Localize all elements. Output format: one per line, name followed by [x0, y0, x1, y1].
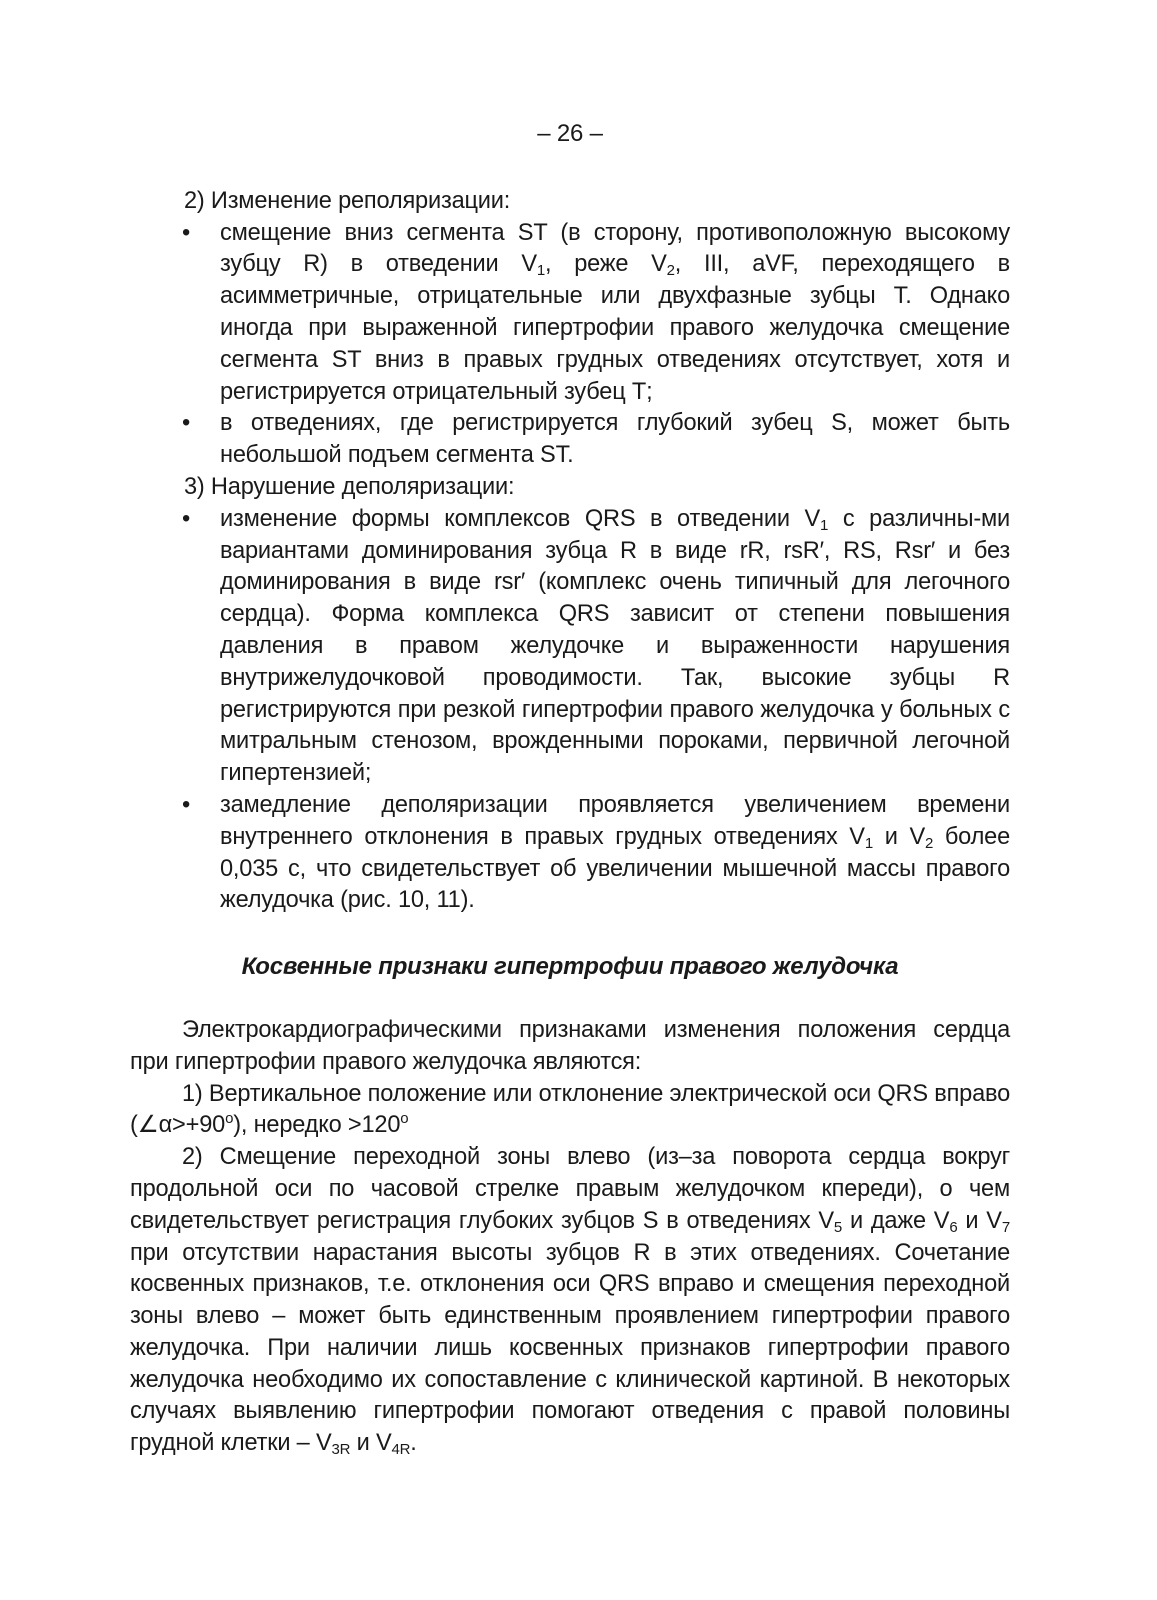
list-item: • изменение формы комплексов QRS в отведении $V_1$ с различны-ми вариантами доминирования зубца R в виде rR, rsR′, RS, Rsr′ и без доминирования в виде rsr′ (комплекс очень типичный для легочного сердца). Форма комплекса QRS зависит от степени повышения давления в правом желудочке и выраженности нарушения внутрижелудочковой проводимости. Так, высокие зубцы R регистрируются при резкой гипертрофии правого желудочка у больных с митральным стенозом, врожденными пороками, первичной легочной гипертензией; [182, 505, 1010, 787]
section-3-list [130, 504, 1010, 917]
bullet-icon: • [182, 505, 191, 532]
page-number: – 26 – [537, 120, 603, 147]
bullet-icon: • [182, 219, 191, 246]
point-1-paragraph: 1) Вертикальное положение или отклонение электрической оси QRS вправо $(\angle\alpha>+90^o)$, нередко $>120^o$ [130, 1080, 1010, 1139]
point-2-paragraph: 2) Смещение переходной зоны влево (из–за поворота сердца вокруг продольной оси по часовой стрелке правым желудочком кпереди), о чем свидетельствует регистрация глубоких зубцов S в отведениях $V_5$ и даже $V_6$ и $V_7$ при отсутствии нарастания высоты зубцов R в этих отведениях. Сочетание косвенных признаков, т.е. отклонения оси QRS вправо и смещения переходной зоны влево – может быть единственным проявлением гипертрофии правого желудочка. При наличии лишь косвенных признаков гипертрофии правого желудочка необходимо их сопоставление с клинической картиной. В некоторых случаях выявлению гипертрофии помогают отведения с правой половины грудной клетки – $V_{3R}$ и $V_{4R}$. [130, 1144, 1010, 1459]
section-3-title: 3) Нарушение деполяризации: [184, 473, 515, 500]
bullet-icon: • [182, 791, 191, 818]
bullet-icon: • [182, 410, 191, 437]
list-item: • замедление деполяризации проявляется увеличением времени внутреннего отклонения в правых грудных отведениях $V_1$ и $V_2$ более 0,035 с, что свидетельствует об увеличении мышечной массы правого желудочка (рис. 10, 11). [182, 791, 1010, 914]
intro-paragraph: Электрокардиографическими признаками изменения положения сердца при гипертрофии правого желудочка являются: [130, 1016, 1010, 1075]
section-2-title: 2) Изменение реполяризации: [184, 187, 511, 214]
section-2-list [130, 218, 1010, 472]
section-heading: Косвенные признаки гипертрофии правого желудочка [241, 953, 899, 981]
list-item: • смещение вниз сегмента ST (в сторону, противоположную высокому зубцу R) в отведении $V_1$, реже $V_2$, III, aVF, переходящего в асимметричные, отрицательные или двухфазные зубцы Т. Однако иногда при выраженной гипертрофии правого желудочка смещение сегмента ST вниз в правых грудных отведениях отсутствует, хотя и регистрируется отрицательный зубец Т; [182, 219, 1010, 405]
document-page [130, 118, 1010, 1460]
list-item: • в отведениях, где регистрируется глубокий зубец S, может быть небольшой подъем сегмента ST. [182, 410, 1010, 469]
